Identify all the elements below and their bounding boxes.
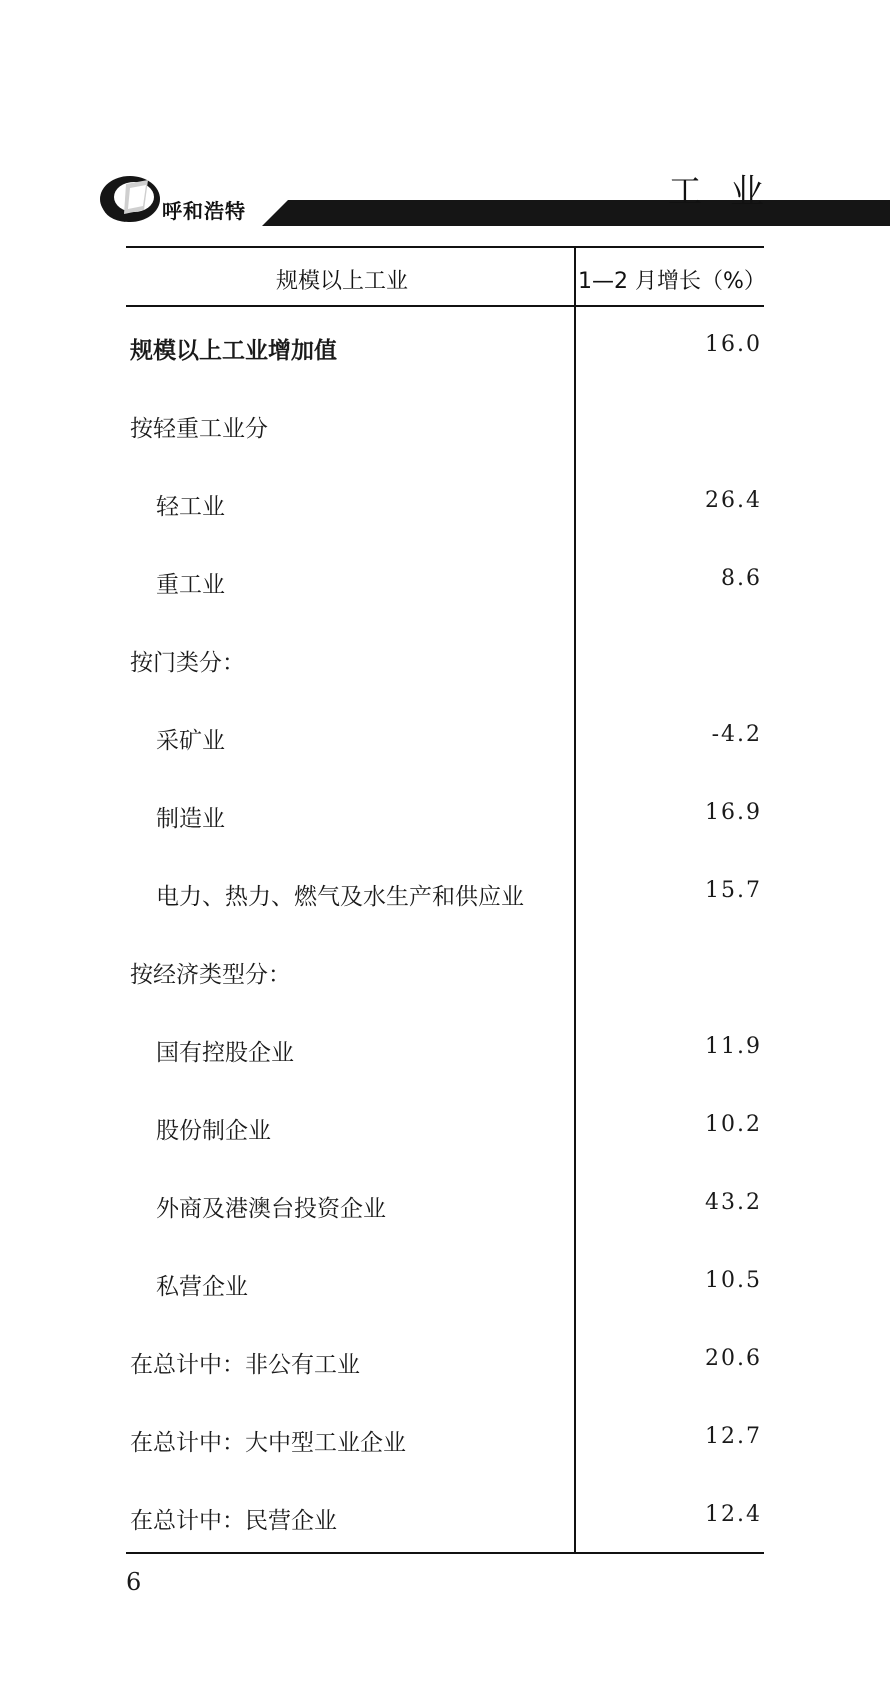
table-row [126,306,764,384]
row-label: 股份制企业 [156,1118,271,1144]
row-value: 20.6 [705,1346,762,1371]
table-row [126,1164,764,1242]
row-label: 轻工业 [156,494,225,520]
page-header [0,150,890,230]
table-row [126,618,764,696]
swirl-logo-icon [96,170,166,226]
row-value: -4.2 [711,722,762,747]
table-row [126,1242,764,1320]
row-label: 国有控股企业 [156,1040,294,1066]
row-label: 采矿业 [156,728,225,754]
table-row [126,1398,764,1476]
row-value: 26.4 [705,488,762,513]
table-row [126,1086,764,1164]
row-label: 重工业 [156,572,225,598]
table-top-rule [126,246,764,248]
row-label: 在总计中：大中型工业企业 [130,1430,406,1456]
table-row [126,696,764,774]
row-value: 10.2 [705,1112,762,1137]
row-value: 16.0 [705,332,762,357]
table-row [126,462,764,540]
table-row [126,1476,764,1554]
row-label: 按轻重工业分 [130,416,268,442]
row-label: 在总计中：非公有工业 [130,1352,360,1378]
row-label: 按门类分： [130,650,245,676]
row-value: 8.6 [721,566,762,591]
table-row [126,774,764,852]
statistics-table [126,246,764,1554]
row-label: 制造业 [156,806,225,832]
table-row [126,930,764,1008]
row-label: 规模以上工业增加值 [130,338,337,364]
table-row [126,540,764,618]
page-number: 6 [126,1568,142,1596]
table-row [126,1008,764,1086]
row-value: 12.4 [705,1502,762,1527]
row-label: 按经济类型分： [130,962,291,988]
row-label: 在总计中：民营企业 [130,1508,337,1534]
row-label: 外商及港澳台投资企业 [156,1196,386,1222]
section-title: 工业 [668,172,792,212]
row-value: 43.2 [705,1190,762,1215]
row-label: 电力、热力、燃气及水生产和供应业 [156,884,524,910]
table-row [126,384,764,462]
row-value: 12.7 [705,1424,762,1449]
row-label: 私营企业 [156,1274,248,1300]
brand-name: 呼和浩特 [162,199,246,223]
header-band [262,200,890,226]
row-value: 15.7 [705,878,762,903]
table-row [126,852,764,930]
row-value: 16.9 [705,800,762,825]
table-body [126,306,764,1554]
table-row [126,1320,764,1398]
row-value: 11.9 [705,1034,762,1059]
row-value: 10.5 [705,1268,762,1293]
column-header-category: 规模以上工业 [276,269,409,294]
column-header-growth: 1—2 月增长（%） [578,269,766,294]
